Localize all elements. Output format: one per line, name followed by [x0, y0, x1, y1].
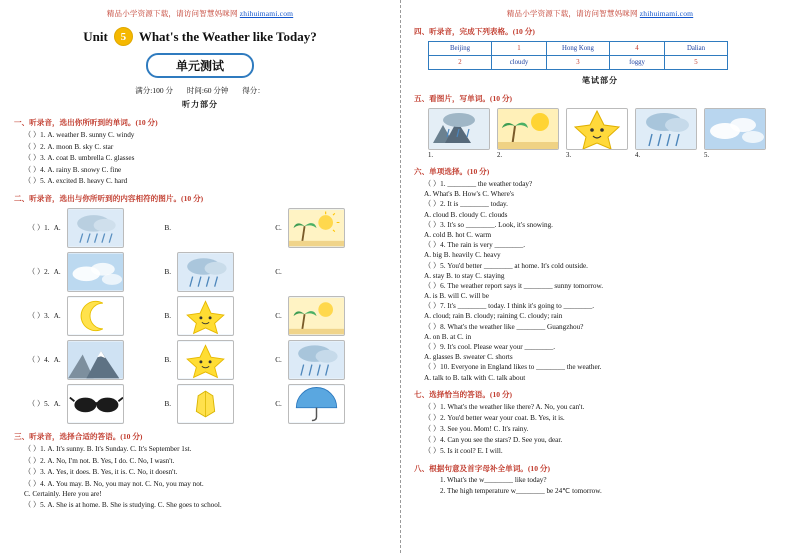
- section-5-heading: 五、看图片，写单词。(10 分): [414, 94, 513, 103]
- watermark-right: [414, 8, 786, 19]
- unit-word: Unit: [83, 28, 108, 44]
- row-label: （ ）4.: [28, 356, 50, 364]
- option-line: A. stay B. to stay C. staying: [424, 271, 505, 280]
- picture-caption: 1.: [428, 152, 434, 159]
- option-line: A. on B. at C. in: [424, 332, 472, 341]
- table-cell: 2: [429, 56, 492, 70]
- section-2-heading: 二、听录音，选出与你所听到的内容相符的图片。(10 分): [14, 194, 204, 203]
- choice-label: A.: [53, 356, 61, 364]
- picture-caption: 3.: [566, 152, 572, 159]
- rain-cloud-icon: [635, 108, 697, 150]
- choice-label: C.: [275, 400, 282, 408]
- watermark-site: zhihuimami.com: [639, 9, 694, 18]
- picture-caption: 2.: [497, 152, 503, 159]
- choice-label: B.: [164, 356, 172, 364]
- unit-title: What's the Weather like Today?: [138, 28, 317, 44]
- question-item: （ ）2. It is ________ today.: [424, 200, 508, 209]
- table-cell: 4: [610, 42, 665, 56]
- choice-cell: [275, 208, 386, 248]
- picture-word-item: [566, 108, 626, 159]
- question-item: （ ）3. A. coat B. umbrella C. glasses: [24, 154, 135, 162]
- table-row: [429, 42, 728, 56]
- choice-cell: [54, 208, 165, 248]
- table-cell: 1: [492, 42, 547, 56]
- table-cell: 5: [665, 56, 728, 70]
- picture-choice-row: [28, 252, 386, 292]
- choice-cell: [275, 296, 386, 336]
- section-8-heading: 八、根据句意及首字母补全单词。(10 分): [414, 464, 551, 474]
- question-item: （ ）1. A. weather B. sunny C. windy: [24, 131, 135, 139]
- raincoat-icon: [177, 384, 234, 424]
- unit-number-badge: 5: [114, 27, 133, 46]
- star-icon: [177, 340, 234, 380]
- match-item: （ ）4. Can you see the stars? D. See you, dear.: [424, 436, 563, 445]
- choice-cell: [275, 268, 386, 276]
- question-item: （ ）10. Everyone in England likes to ________ the weather.: [424, 363, 602, 372]
- choice-label: A.: [53, 268, 61, 276]
- section-1-heading: 一、听录音，选出你所听到的单词。(10 分): [14, 118, 158, 127]
- question-item: （ ）5. A. She is at home. B. She is studying. C. She goes to school.: [24, 500, 222, 509]
- choice-cell: [54, 340, 165, 380]
- choice-label: C.: [275, 224, 282, 232]
- table-cell: Hong Kong: [547, 42, 610, 56]
- rain-cloud-icon: [288, 340, 345, 380]
- choice-cell: [164, 384, 275, 424]
- left-page: [0, 0, 400, 553]
- choice-cell: [164, 340, 275, 380]
- choice-label: A.: [53, 400, 61, 408]
- option-line: A. cold B. hot C. warm: [424, 230, 492, 239]
- option-line: A. What's B. How's C. Where's: [424, 190, 514, 199]
- choice-label: B.: [164, 312, 172, 320]
- choice-label: B.: [164, 400, 172, 408]
- picture-choice-row: [28, 384, 386, 424]
- choice-label: B.: [164, 268, 172, 276]
- full-score: 满分:100 分: [135, 86, 173, 95]
- row-label: （ ）5.: [28, 400, 50, 408]
- score-field: 得分：: [242, 86, 265, 95]
- star-icon: [177, 296, 234, 336]
- choice-label: C.: [275, 268, 282, 276]
- choice-label: A.: [53, 224, 61, 232]
- choice-label: A.: [53, 312, 61, 320]
- choice-cell: [54, 252, 165, 292]
- choice-label: C.: [275, 356, 282, 364]
- question-item: （ ）1. ________ the weather today?: [424, 180, 533, 188]
- match-item: （ ）1. What's the weather like there? A. No, you can't.: [424, 402, 585, 411]
- question-item: （ ）4. The rain is very ________.: [424, 241, 526, 250]
- section-3-heading: 三、听录音，选择合适的答语。(10 分): [14, 432, 143, 441]
- cloud-sky-icon: [704, 108, 766, 150]
- row-label: （ ）2.: [28, 268, 50, 276]
- choice-cell: [54, 296, 165, 336]
- picture-word-row: [428, 108, 786, 159]
- choice-cell: [164, 252, 275, 292]
- watermark-left: [14, 8, 386, 19]
- question-item: （ ）5. A. excited B. heavy C. hard: [24, 177, 128, 185]
- test-badge: 单元测试: [146, 53, 254, 78]
- rain-cloud-icon: [67, 208, 124, 248]
- table-cell: cloudy: [492, 56, 547, 70]
- time-limit: 时间:60 分钟: [186, 86, 229, 95]
- table-row: [429, 56, 728, 70]
- option-line: A. is B. will C. will be: [424, 292, 489, 301]
- match-item: （ ）2. You'd better wear your coat. B. Yes, it is.: [424, 413, 565, 422]
- star-icon: [566, 108, 628, 150]
- watermark-text: 精品小学资源下载，请访问智慧妈咪网: [106, 9, 240, 18]
- question-item: （ ）3. It's so ________. Look, it's snowing.: [424, 220, 553, 229]
- right-page: [400, 0, 800, 553]
- cloud-sky-icon: [67, 252, 124, 292]
- question-item: （ ）9. It's cool. Please wear your ________.: [424, 343, 556, 351]
- picture-choice-row: [28, 208, 386, 248]
- row-label: （ ）1.: [28, 224, 50, 232]
- umbrella-icon: [288, 384, 345, 424]
- fill-blank-item: 1. What's the w________ like today?: [440, 476, 547, 485]
- rain-cloud-icon: [177, 252, 234, 292]
- question-item: （ ）1. A. It's sunny. B. It's Sunday. C. It's September 1st.: [24, 445, 192, 453]
- question-item: （ ）3. A. Yes, it does. B. Yes, it is. C. No, it doesn't.: [24, 468, 178, 476]
- picture-word-item: [428, 108, 488, 159]
- option-line: A. cloud; rain B. cloudy; raining C. cloudy; rain: [424, 312, 563, 321]
- option-line: A. talk to B. talk with C. talk about: [424, 373, 526, 382]
- watermark-site: zhihuimami.com: [239, 9, 294, 18]
- fill-blank-item: 2. The high temperature w________ be 24℃ tomorrow.: [440, 486, 602, 495]
- question-item: （ ）6. The weather report says it ________ sunny tomorrow.: [424, 281, 603, 290]
- section-4-heading: 四、听录音，完成下列表格。(10 分): [414, 27, 535, 36]
- question-item: （ ）2. A. No, I'm not. B. Yes, I do. C. No, I wasn't.: [24, 456, 175, 465]
- choice-label: C.: [275, 312, 282, 320]
- picture-choice-row: [28, 340, 386, 380]
- picture-word-item: [704, 108, 764, 159]
- option-line: A. big B. heavily C. heavy: [424, 251, 501, 260]
- choice-cell: [54, 384, 165, 424]
- sunglasses-icon: [67, 384, 124, 424]
- palm-sun-icon: [288, 208, 345, 248]
- palm-sun-icon: [288, 296, 345, 336]
- table-cell: Dalian: [665, 42, 728, 56]
- match-item: （ ）5. Is it cool? E. I will.: [424, 447, 503, 456]
- page-title: [14, 27, 386, 46]
- question-item: C. Certainly. Here you are!: [24, 490, 102, 498]
- section-7-heading: 七、选择恰当的答语。(10 分): [414, 389, 513, 399]
- picture-word-item: [635, 108, 695, 159]
- picture-caption: 4.: [635, 152, 641, 159]
- watermark-text: 精品小学资源下载，请访问智慧妈咪网: [506, 9, 640, 18]
- question-item: （ ）2. A. moon B. sky C. star: [24, 142, 114, 151]
- table-cell: 3: [547, 56, 610, 70]
- mountain-icon: [67, 340, 124, 380]
- table-cell: Beijing: [429, 42, 492, 56]
- picture-caption: 5.: [704, 152, 710, 159]
- choice-cell: [164, 224, 275, 232]
- choice-cell: [275, 340, 386, 380]
- weather-table: [428, 41, 728, 70]
- listening-part-head: 听力部分: [182, 100, 218, 109]
- picture-choice-grid: [28, 208, 386, 424]
- question-item: （ ）4. A. rainy B. snowy C. fine: [24, 165, 122, 174]
- match-item: （ ）3. See you. Mom! C. It's rainy.: [424, 424, 529, 433]
- option-line: A. cloud B. cloudy C. clouds: [424, 210, 508, 219]
- question-item: （ ）7. It's ________ today. I think it's going to ________.: [424, 302, 595, 311]
- section-6-heading: 六、单项选择。(10 分): [414, 167, 490, 176]
- score-line: [14, 85, 386, 96]
- picture-word-item: [497, 108, 557, 159]
- moon-icon: [67, 296, 124, 336]
- question-item: （ ）5. You'd better ________ at home. It's cold outside.: [424, 261, 588, 270]
- question-item: （ ）4. A. You may. B. No, you may not. C. No, you may not.: [24, 479, 204, 488]
- option-line: A. glasses B. sweater C. shorts: [424, 353, 513, 362]
- picture-choice-row: [28, 296, 386, 336]
- choice-label: B.: [164, 224, 172, 232]
- rain-cloud-icon: [428, 108, 490, 150]
- written-part-head: 笔试部分: [582, 76, 618, 85]
- row-label: （ ）3.: [28, 312, 50, 320]
- choice-cell: [164, 296, 275, 336]
- question-item: （ ）8. What's the weather like ________ Guangzhou?: [424, 322, 584, 331]
- palm-sun-icon: [497, 108, 559, 150]
- choice-cell: [275, 384, 386, 424]
- table-cell: foggy: [610, 56, 665, 70]
